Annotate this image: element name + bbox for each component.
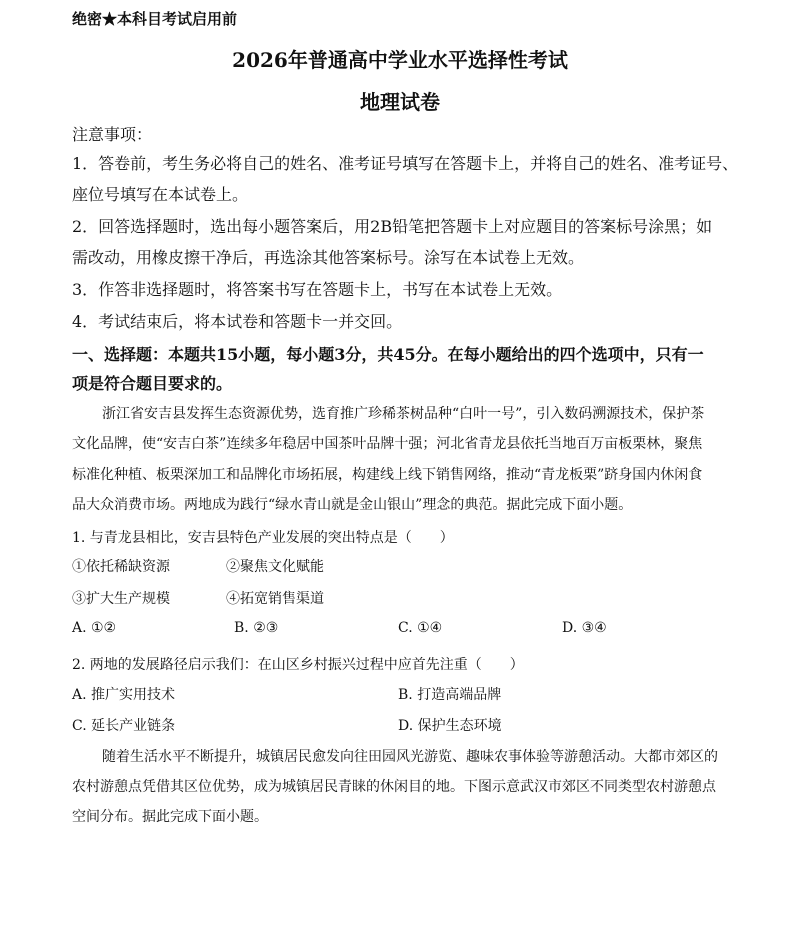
- q1-item: ③扩大生产规模: [72, 591, 170, 607]
- passage-line: 浙江省安吉县发挥生态资源优势，选育推广珍稀茶树品种“白叶一号”，引入数码溯源技术，保护茶: [102, 406, 705, 422]
- notice-line: 3．作答非选择题时，将答案书写在答题卡上，书写在本试卷上无效。: [72, 280, 563, 299]
- q1-option-c: C. ①④: [398, 620, 443, 636]
- question-1-stem: 1. 与青龙县相比，安吉县特色产业发展的突出特点是（ ）: [72, 530, 454, 546]
- notice-line: 4．考试结束后，将本试卷和答题卡一并交回。: [72, 312, 403, 331]
- q1-item: ①依托稀缺资源: [72, 559, 170, 575]
- notice-line: 2．回答选择题时，选出每小题答案后，用2B铅笔把答题卡上对应题目的答案标号涂黑；如: [72, 217, 713, 236]
- passage-line: 文化品牌，使“安吉白茶”连续多年稳居中国茶叶品牌十强；河北省青龙县依托当地百万亩板栗林，聚焦: [72, 436, 703, 452]
- q1-item: ④拓宽销售渠道: [226, 591, 324, 607]
- q1-option-d: D. ③④: [562, 620, 607, 636]
- q2-option-d: D. 保护生态环境: [398, 718, 502, 734]
- q2-option-a: A. 推广实用技术: [72, 687, 176, 703]
- q1-option-a: A. ①②: [72, 620, 117, 636]
- section-heading: 一、选择题：本题共15小题，每小题3分，共45分。在每小题给出的四个选项中，只有一: [72, 345, 704, 364]
- passage-line: 空间分布。据此完成下面小题。: [72, 809, 268, 825]
- notice-line: 1．答卷前，考生务必将自己的姓名、准考证号填写在答题卡上，并将自己的姓名、准考证号、: [72, 154, 739, 173]
- passage-line: 标准化种植、板栗深加工和品牌化市场拓展，构建线上线下销售网络，推动“青龙板栗”跻身国内休闲食: [72, 467, 703, 483]
- q1-item: ②聚焦文化赋能: [226, 559, 324, 575]
- notice-heading: 注意事项：: [72, 125, 153, 144]
- notice-line: 需改动，用橡皮擦干净后，再选涂其他答案标号。涂写在本试卷上无效。: [72, 248, 585, 267]
- subject-title: 地理试卷: [360, 90, 440, 114]
- q1-option-b: B. ②③: [234, 620, 279, 636]
- secret-label: 绝密★本科目考试启用前: [72, 10, 238, 28]
- section-heading: 项是符合题目要求的。: [72, 374, 233, 393]
- notice-line: 座位号填写在本试卷上。: [72, 185, 249, 204]
- passage-line: 农村游憩点凭借其区位优势，成为城镇居民青睐的休闲目的地。下图示意武汉市郊区不同类型农村游憩点: [72, 779, 716, 795]
- q2-option-b: B. 打造高端品牌: [398, 687, 502, 703]
- passage-line: 品大众消费市场。两地成为践行“绿水青山就是金山银山”理念的典范。据此完成下面小题。: [72, 497, 633, 513]
- question-2-stem: 2. 两地的发展路径启示我们：在山区乡村振兴过程中应首先注重（ ）: [72, 657, 524, 673]
- q2-option-c: C. 延长产业链条: [72, 718, 176, 734]
- exam-title: 2026年普通高中学业水平选择性考试: [232, 48, 568, 72]
- passage-line: 随着生活水平不断提升，城镇居民愈发向往田园风光游览、趣味农事体验等游憩活动。大都市郊区的: [102, 749, 718, 765]
